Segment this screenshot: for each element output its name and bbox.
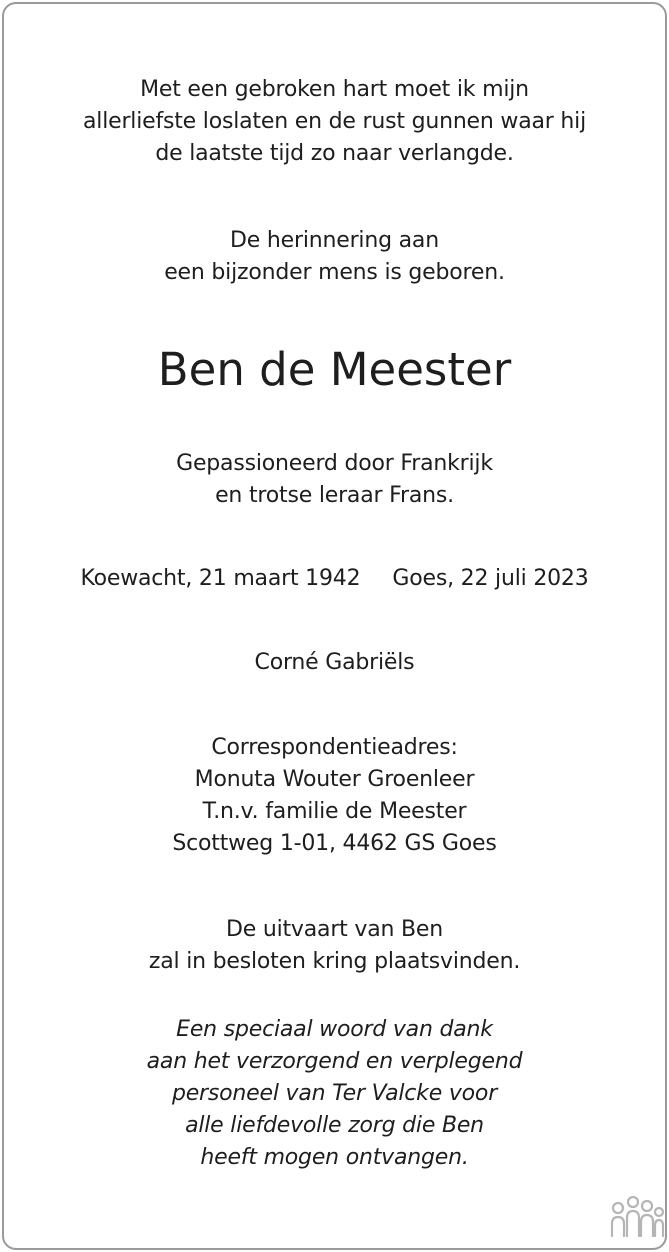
funeral-line: zal in besloten kring plaatsvinden. xyxy=(148,949,521,974)
tagline-text xyxy=(0,448,669,512)
address-line: Correspondentieadres: xyxy=(211,735,458,760)
intro-text xyxy=(0,74,669,170)
tagline-line: Gepassioneerd door Frankrijk xyxy=(176,451,493,476)
birth-date: Koewacht, 21 maart 1942 xyxy=(80,566,361,591)
thanks-line: Een speciaal woord van dank xyxy=(176,1017,493,1042)
address-line: T.n.v. familie de Meester xyxy=(202,799,467,824)
intro-line: de laatste tijd zo naar verlangde. xyxy=(155,141,514,166)
address-line: Scottweg 1-01, 4462 GS Goes xyxy=(172,831,497,856)
signee-name: Corné Gabriëls xyxy=(254,650,415,675)
address-line: Monuta Wouter Groenleer xyxy=(194,767,475,792)
deceased-name: Ben de Meester xyxy=(157,343,512,396)
family-people-icon xyxy=(609,1196,665,1242)
thanks-line: alle liefdevolle zorg die Ben xyxy=(185,1113,484,1138)
thanks-line: aan het verzorgend en verplegend xyxy=(146,1049,523,1074)
memory-text xyxy=(0,225,669,289)
thanks-line: personeel van Ter Valcke voor xyxy=(171,1081,498,1106)
funeral-notice xyxy=(0,914,669,978)
intro-line: allerliefste loslaten en de rust gunnen waar hij xyxy=(83,109,586,134)
intro-line: Met een gebroken hart moet ik mijn xyxy=(140,77,529,102)
life-dates xyxy=(0,563,669,595)
death-date: Goes, 22 juli 2023 xyxy=(392,566,589,591)
memory-line: De herinnering aan xyxy=(230,228,439,253)
funeral-line: De uitvaart van Ben xyxy=(225,917,443,942)
memory-line: een bijzonder mens is geboren. xyxy=(164,260,505,285)
tagline-line: en trotse leraar Frans. xyxy=(215,483,454,508)
thanks-text xyxy=(0,1014,669,1174)
thanks-line: heeft mogen ontvangen. xyxy=(200,1145,469,1170)
correspondence-address xyxy=(0,732,669,860)
